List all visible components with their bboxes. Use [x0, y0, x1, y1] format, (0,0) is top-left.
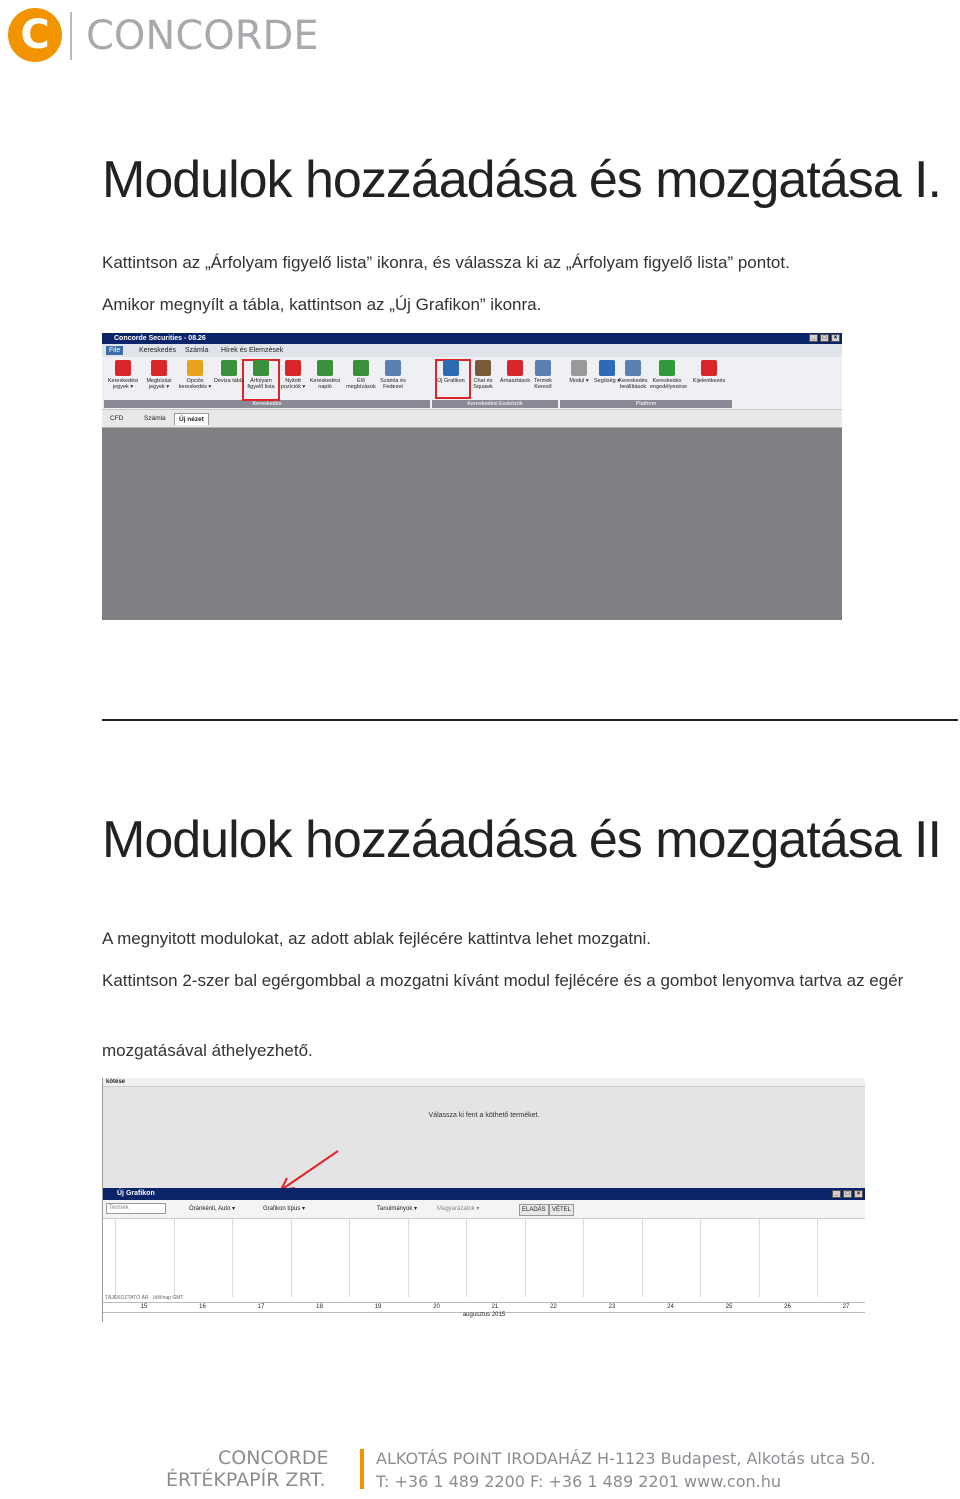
- ribbon-item-label: Kijelentkezés: [692, 378, 726, 384]
- maximize-icon[interactable]: □: [843, 1190, 852, 1198]
- section2-para1: A megnyitott modulokat, az adott ablak fejlécére kattintva lehet mozgatni.: [102, 929, 652, 948]
- grid-line: [408, 1219, 409, 1297]
- ribbon-item-label: Számla és Fedezet: [380, 378, 406, 390]
- ribbon-item[interactable]: [376, 360, 410, 398]
- ribbon-item-icon: [571, 360, 587, 376]
- tab-cfd[interactable]: CFD: [110, 415, 124, 422]
- axis-tick-label: 23: [608, 1304, 616, 1310]
- s2-window-titlebar[interactable]: [103, 1188, 865, 1200]
- grid-line: [642, 1219, 643, 1297]
- screenshot-chart-module: [102, 1078, 865, 1322]
- menu-kereskedes[interactable]: Kereskedés: [139, 347, 176, 354]
- ribbon-item-label: Termék Kereső: [533, 378, 553, 390]
- ribbon-item-label: Élő megbízások: [346, 378, 376, 390]
- ribbon-item[interactable]: [142, 360, 176, 398]
- ribbon-item-icon: [187, 360, 203, 376]
- s1-window-titlebar[interactable]: [102, 333, 842, 344]
- ribbon-item-label: Kereskedés beállítások: [618, 378, 648, 390]
- annotations-dropdown[interactable]: Magyarázatok ▾: [437, 1206, 480, 1212]
- ribbon-item[interactable]: [650, 360, 688, 398]
- ribbon-item-icon: [151, 360, 167, 376]
- ribbon-group-platform: Platform: [560, 400, 732, 408]
- axis-tick-label: 19: [374, 1304, 382, 1310]
- s1-ribbon: [102, 357, 842, 410]
- axis-tick-label: 18: [316, 1304, 323, 1310]
- sell-button[interactable]: ELADÁS: [519, 1204, 549, 1216]
- concorde-logo-icon: [8, 8, 62, 62]
- ribbon-item-icon: [599, 360, 615, 376]
- ribbon-item[interactable]: [616, 360, 650, 398]
- s2-toolbar: [103, 1200, 865, 1219]
- ribbon-item-icon: [353, 360, 369, 376]
- s1-menubar: [102, 344, 842, 357]
- product-input[interactable]: Termék: [106, 1203, 166, 1214]
- s2-chart-area[interactable]: [103, 1219, 865, 1297]
- grid-line: [700, 1219, 701, 1297]
- ribbon-item-label: Nyitott pozíciók ▾: [280, 378, 306, 390]
- ribbon-item-icon: [285, 360, 301, 376]
- grid-line: [349, 1219, 350, 1297]
- section1-title: Modulok hozzáadása és mozgatása I.: [102, 151, 941, 209]
- logo-wordmark: CONCORDE: [86, 13, 319, 59]
- ribbon-group-eszkozok: Kereskedési Eszközök: [432, 400, 558, 408]
- ribbon-item[interactable]: [692, 360, 726, 398]
- footer-company: CONCORDE: [218, 1447, 329, 1469]
- s2-window-title: Új Grafikon: [117, 1190, 155, 1197]
- ribbon-item[interactable]: [308, 360, 342, 398]
- ribbon-item[interactable]: [212, 360, 246, 398]
- ribbon-item[interactable]: [244, 360, 278, 398]
- ribbon-item-label: Kereskedési napló: [309, 378, 341, 390]
- section1-para2: Amikor megnyílt a tábla, kattintson az „Új Grafikon” ikonra.: [102, 295, 542, 314]
- screenshot-platform: [102, 333, 842, 620]
- s2-month-label: augusztus 2015: [462, 1312, 506, 1318]
- s1-window-title: Concorde Securities - 08.26: [114, 335, 206, 342]
- grid-line: [817, 1219, 818, 1297]
- tab-uj-nezet[interactable]: Új nézet: [174, 413, 209, 425]
- ribbon-item[interactable]: [434, 360, 468, 398]
- axis-tick-label: 26: [784, 1304, 791, 1310]
- close-icon[interactable]: ×: [831, 334, 840, 342]
- ribbon-item-label: Árfolyam figyelő lista: [247, 378, 275, 390]
- ribbon-item-icon: [115, 360, 131, 376]
- footer-divider: [360, 1449, 364, 1489]
- logo-divider: [70, 12, 72, 60]
- menu-szamla[interactable]: Számla: [185, 347, 209, 354]
- maximize-icon[interactable]: □: [820, 334, 829, 342]
- ribbon-item-label: Megbízási jegyek ▾: [146, 378, 172, 390]
- section2-title: Modulok hozzáadása és mozgatása II: [102, 811, 941, 869]
- grid-line: [583, 1219, 584, 1297]
- axis-tick-label: 20: [433, 1304, 440, 1310]
- studies-dropdown[interactable]: Tanulmányok ▾: [377, 1206, 418, 1212]
- ribbon-item-icon: [701, 360, 717, 376]
- ribbon-item[interactable]: [526, 360, 560, 398]
- axis-tick-label: 27: [842, 1304, 850, 1310]
- logo-glyph: C: [20, 12, 50, 58]
- menu-file[interactable]: File: [106, 346, 123, 355]
- grid-line: [174, 1219, 175, 1297]
- ribbon-item-icon: [535, 360, 551, 376]
- interval-dropdown[interactable]: Óránkénti, Auto ▾: [189, 1206, 236, 1212]
- ribbon-item[interactable]: [466, 360, 500, 398]
- ribbon-item-label: Modul ▾: [569, 378, 589, 384]
- ribbon-item[interactable]: [178, 360, 212, 398]
- ribbon-item-label: Deviza tábla: [213, 378, 245, 384]
- ribbon-item-icon: [625, 360, 641, 376]
- chart-type-dropdown[interactable]: Grafikon típus ▾: [263, 1206, 306, 1212]
- ribbon-item-label: Kereskedés engedélyezése: [650, 378, 688, 390]
- ribbon-item-label: Árriasztások: [499, 378, 531, 384]
- footer-contact: T: +36 1 489 2200 F: +36 1 489 2201 www.con.hu: [376, 1472, 781, 1491]
- ribbon-item-label: Opciós kereskedés ▾: [178, 378, 212, 390]
- ribbon-item-label: Chat és Squawk: [473, 378, 493, 390]
- axis-tick-label: 24: [667, 1304, 674, 1310]
- ribbon-item[interactable]: [106, 360, 140, 398]
- ribbon-item-icon: [443, 360, 459, 376]
- footer-address: ALKOTÁS POINT IRODAHÁZ H-1123 Budapest, Alkotás utca 50.: [376, 1449, 876, 1468]
- ribbon-group-kereskedes: Kereskedés: [104, 400, 430, 408]
- grid-line: [525, 1219, 526, 1297]
- ribbon-item-label: Segítség ▾: [594, 378, 620, 384]
- section2-para2: Kattintson 2-szer bal egérgombbal a mozgatni kívánt modul fejlécére és a gombot lenyomva tartva az egér: [102, 971, 904, 990]
- menu-hirek[interactable]: Hírek és Elemzések: [221, 347, 284, 354]
- ribbon-item-label: Új Grafikon: [437, 378, 465, 384]
- buy-button[interactable]: VÉTEL: [549, 1204, 574, 1216]
- section2-para3: mozgatásával áthelyezhető.: [102, 1041, 313, 1060]
- ribbon-item[interactable]: [344, 360, 378, 398]
- axis-tick-label: 25: [725, 1304, 733, 1310]
- axis-tick-label: 17: [257, 1304, 265, 1310]
- grid-line: [115, 1219, 116, 1297]
- section1-para1: Kattintson az „Árfolyam figyelő lista” ikonra, és válassza ki az „Árfolyam figyelő lista” pontot.: [102, 253, 790, 272]
- close-icon[interactable]: ×: [854, 1190, 863, 1198]
- axis-tick-label: 16: [199, 1304, 206, 1310]
- s2-price-info: TÁJÉKOZTATÓ ÁR · (élő/nap GMT: [105, 1295, 184, 1301]
- ribbon-item-icon: [507, 360, 523, 376]
- tab-szamla[interactable]: Számla: [144, 415, 166, 422]
- axis-tick-label: 21: [491, 1304, 499, 1310]
- ribbon-item-icon: [385, 360, 401, 376]
- ribbon-item-icon: [659, 360, 675, 376]
- grid-line: [291, 1219, 292, 1297]
- grid-line: [759, 1219, 760, 1297]
- grid-line: [232, 1219, 233, 1297]
- minimize-icon[interactable]: _: [809, 334, 818, 342]
- s2-upper-panel: [103, 1078, 865, 1188]
- ribbon-item-icon: [221, 360, 237, 376]
- ribbon-item-icon: [475, 360, 491, 376]
- s1-tabbar: [102, 410, 842, 428]
- footer-company-sub: ÉRTÉKPAPÍR ZRT.: [166, 1469, 326, 1491]
- ribbon-item-icon: [253, 360, 269, 376]
- axis-tick-label: 22: [550, 1304, 557, 1310]
- minimize-icon[interactable]: _: [832, 1190, 841, 1198]
- section-divider: [102, 719, 958, 721]
- axis-tick-label: 15: [140, 1304, 148, 1310]
- ribbon-item-icon: [317, 360, 333, 376]
- ribbon-item-label: Kereskedési jegyek ▾: [107, 378, 139, 390]
- grid-line: [466, 1219, 467, 1297]
- s2-panel-header[interactable]: kötése: [103, 1078, 865, 1087]
- ribbon-item[interactable]: [276, 360, 310, 398]
- s2-message: Válassza ki fent a köthető terméket.: [428, 1112, 540, 1119]
